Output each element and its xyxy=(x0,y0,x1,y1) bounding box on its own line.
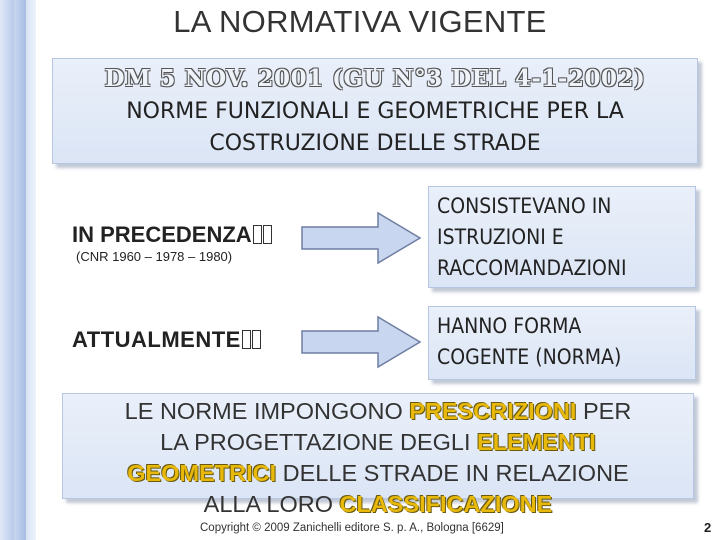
statement-text: ALLA LORO xyxy=(203,491,340,517)
statement-line3 xyxy=(63,458,693,489)
slide-title: LA NORMATIVA VIGENTE xyxy=(173,4,547,39)
statement-text: DELLE STRADE IN RELAZIONE xyxy=(276,460,629,486)
highlight-prescrizioni: PRESCRIZIONI xyxy=(409,398,577,424)
currently-label-text: ATTUALMENTE xyxy=(72,327,241,352)
previously-result-line3: RACCOMANDAZIONI xyxy=(437,256,627,280)
currently-result-line2: COGENTE (NORMA) xyxy=(437,345,622,369)
previously-result-line1: CONSISTEVANO IN xyxy=(437,194,612,218)
previously-sources: (CNR 1960 – 1978 – 1980) xyxy=(76,249,233,264)
statement-line4 xyxy=(63,489,693,520)
statement-text: LE NORME IMPONGONO xyxy=(124,398,410,424)
previously-label-text: IN PRECEDENZA xyxy=(72,222,252,247)
copyright-notice: Copyright © 2009 Zanichelli editore S. p. A., Bologna [6629] xyxy=(200,522,504,534)
missing-glyph-icon xyxy=(263,225,272,244)
decor-bar xyxy=(14,0,26,540)
highlight-classificazione: CLASSIFICAZIONE xyxy=(339,491,553,517)
decor-bar xyxy=(26,0,36,540)
missing-glyph-icon xyxy=(252,330,261,349)
highlight-elementi: ELEMENTI xyxy=(477,429,596,455)
currently-label xyxy=(72,327,261,353)
statement-box xyxy=(62,393,694,517)
previously-label xyxy=(72,222,272,248)
statement-text: PER xyxy=(576,398,632,424)
statement-text: LA PROGETTAZIONE DEGLI xyxy=(160,429,478,455)
header-box xyxy=(52,58,698,164)
left-decorative-bars xyxy=(0,0,44,540)
arrow-right-icon xyxy=(300,314,424,370)
page-number: 2 xyxy=(704,520,712,535)
decor-bar xyxy=(0,0,14,540)
missing-glyph-icon xyxy=(242,330,251,349)
currently-result-box xyxy=(428,306,696,380)
highlight-geometrici: GEOMETRICI xyxy=(127,460,277,486)
decree-title-line2: COSTRUZIONE DELLE STRADE xyxy=(209,131,541,156)
statement-line2 xyxy=(63,427,693,458)
decree-reference: DM 5 NOV. 2001 (GU N°3 DEL 4-1-2002) xyxy=(104,65,646,92)
previously-result-line2: ISTRUZIONI E xyxy=(437,225,564,249)
missing-glyph-icon xyxy=(253,225,262,244)
arrow-right-icon xyxy=(300,210,424,266)
previously-result-box xyxy=(428,186,696,288)
decree-title-line1: NORME FUNZIONALI E GEOMETRICHE PER LA xyxy=(126,99,624,124)
statement-line1 xyxy=(63,396,693,427)
currently-result-line1: HANNO FORMA xyxy=(437,314,582,338)
